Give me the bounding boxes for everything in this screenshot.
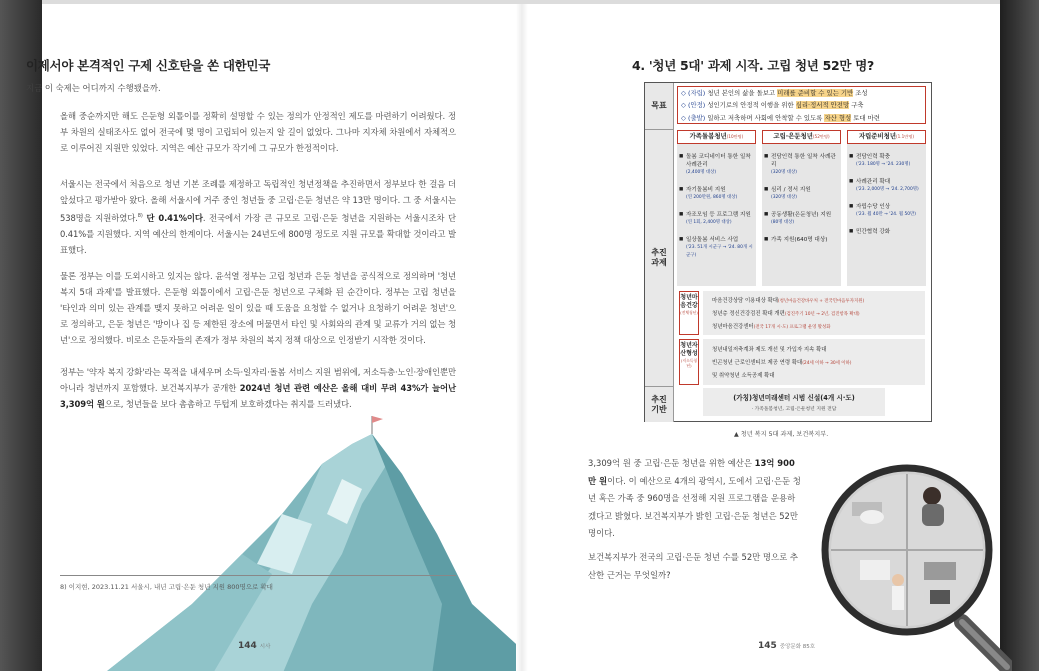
category-item bbox=[847, 178, 926, 194]
mind-health-tag bbox=[679, 291, 699, 335]
right-page-title: 4. '청년 5대' 과제 시작. 고립 청년 52만 명? bbox=[632, 58, 874, 73]
category-item-note: (2,400명 대상) bbox=[686, 170, 717, 175]
mind-health-item bbox=[712, 321, 925, 334]
goal-text: 일하고 저축하며 사회에 안착할 수 있도록 bbox=[705, 113, 825, 122]
right-paragraph-1-post: 이다. 이 예산으로 4개의 광역시, 도에서 고립·은둔 청년 혹은 가족 중 960명을 선정해 지원 프로그램을 운용하겠다고 밝혔다. 보건복지부가 밝힌 고립·은둔 청년은 52만 명이다. bbox=[588, 475, 801, 538]
viewer-left-edge bbox=[0, 0, 42, 671]
mind-health-item bbox=[712, 308, 925, 321]
goal-highlight: 심리·정서적 안전망 bbox=[795, 101, 850, 110]
category-item bbox=[762, 211, 841, 227]
goal-text-end: 구축 bbox=[849, 101, 864, 110]
right-paragraph-1-text: 3,309억 원 중 고립·은둔 청년을 위한 예산은 bbox=[588, 458, 755, 468]
goal-box bbox=[677, 86, 926, 124]
asset-item bbox=[712, 344, 925, 357]
goal-tag: ◇ (안정) bbox=[681, 101, 706, 110]
base-box bbox=[703, 388, 885, 416]
tasks-label bbox=[645, 129, 674, 386]
category-item-note: (연 1회, 2,400명 대상) bbox=[686, 220, 732, 225]
category-item-text: 사례관리 확대 bbox=[856, 179, 891, 185]
category-head bbox=[847, 130, 926, 144]
left-paragraph-2-text: 서울시는 전국에서 처음으로 청년 기본 조례를 제정하고 독립적인 청년정책을 추진하면서 정부보다 한 걸음 더 앞섰다고 평가받아 왔다. 올해 서울시에 거주 중인 청년들 중 고립·은둔 청년은 약 13만 명이다. 그 중 서울시는 538명을 지원하였다. bbox=[60, 179, 456, 223]
goal-text: 성인기로의 안정적 이행을 위한 bbox=[705, 101, 796, 110]
category-item bbox=[762, 153, 841, 177]
left-page-title: 이제서야 본격적인 구제 신호탄을 쏜 대한민국 bbox=[26, 58, 270, 73]
goal-highlight: 미래를 준비할 수 있는 기반 bbox=[777, 89, 854, 97]
mind-health-item-text: 마음건강상담 이용대상 확대 bbox=[712, 298, 778, 304]
category-item bbox=[847, 153, 926, 169]
page-gutter bbox=[516, 4, 528, 671]
category-column-isolated-youth bbox=[762, 130, 841, 286]
left-paragraph-1: 올해 중순까지만 해도 은둔형 외톨이를 정확히 설명할 수 있는 정의가 안정적인 제도를 마련하기 어려웠다. 정부 차원의 실태조사도 없어 전국에 몇 명이 고립되어 있는지 알 길이 없었다. 그나마 지자체 차원에서 자체적으로 이루어진 지원만 있었다. 지역은 예산 규모가 작기에 그 규모가 한정적이다. bbox=[60, 111, 456, 153]
goal-tag: ◇ (자립) bbox=[681, 89, 706, 97]
mind-health-item-note: (전국 17개 시·도) 프로그램 운영 활성화 bbox=[753, 325, 831, 330]
category-column-family-care bbox=[677, 130, 756, 286]
left-paragraph-2-bold: 단 0.41%이다 bbox=[142, 212, 203, 223]
left-page-subtitle: 지금 이 숙제는 어디까지 수행됐을까. bbox=[26, 83, 161, 93]
category-head bbox=[762, 130, 841, 144]
goal-item bbox=[681, 99, 925, 111]
asset-item-text: 청년내일저축계좌 제도 개선 및 가입자 지속 확대 bbox=[712, 347, 827, 353]
goal-text-end: 조성 bbox=[853, 89, 868, 97]
base-subtitle: · 가족돌봄청년, 고립·은둔청년 지원 전담 bbox=[751, 407, 837, 412]
asset-item bbox=[712, 357, 925, 370]
mind-health-box bbox=[703, 291, 925, 335]
goal-item bbox=[681, 112, 925, 124]
table-caption: ▲ 청년 복지 5대 과제, 보건복지부. bbox=[734, 431, 829, 438]
category-item bbox=[677, 236, 756, 260]
base-title: (가칭)청년미래센터 시범 신설(4개 시·도) bbox=[733, 394, 855, 402]
goal-text-end: 토대 마련 bbox=[851, 113, 880, 122]
left-paragraph-2-post: . 전국에서 가장 큰 규모로 고립·은둔 청년을 지원하는 서울시조차 단 0.41%를 지원했다. 지역 예산의 한계이다. 서울시는 24년도에 800명 정도로 지원 규모를 확대할 것이라고 발표했다. bbox=[60, 212, 456, 255]
left-page-number bbox=[238, 641, 270, 651]
asset-tag-text: 청년자산형성 bbox=[680, 342, 698, 357]
base-label-line2: 기반 bbox=[651, 404, 667, 414]
left-paragraph-4 bbox=[60, 364, 456, 412]
asset-box bbox=[703, 339, 925, 385]
left-paragraph-4-text: 정부는 '약자 복지 강화'라는 목적을 내세우며 소득·일자리·돌봄 서비스 지원 범위에, 저소득층·노인·장애인뿐만 아니라 청년까지 포함했다. 보건복지부가 공개한 bbox=[60, 367, 456, 393]
right-paragraph-1-bold: 13억 900만 원 bbox=[588, 458, 795, 486]
category-head-text: 자립준비청년 bbox=[858, 132, 896, 140]
category-head-text: 가족돌봄청년 bbox=[689, 132, 727, 140]
category-item-text: 전담인력 통한 일착 사례관리 bbox=[771, 154, 836, 168]
asset-item bbox=[712, 370, 925, 383]
category-item-text: 일상돌봄 서비스 사업 bbox=[686, 237, 739, 243]
mind-health-item bbox=[712, 295, 925, 308]
mind-health-item-note: (검진주기 10년 → 2년, 검진항목 확대) bbox=[784, 312, 860, 317]
left-page-number-value: 144 bbox=[238, 641, 257, 651]
tasks-label-line2: 과제 bbox=[651, 258, 667, 267]
category-item bbox=[677, 211, 756, 227]
category-item bbox=[677, 153, 756, 177]
mind-health-tag-text: 청년마음건강 bbox=[680, 294, 698, 309]
footnote: 8) 이지현, 2023.11.21 서울시, 내년 고립·은둔 청년 지원 800명으로 확대 bbox=[60, 583, 273, 591]
right-paragraph-2: 보건복지부가 전국의 고립·은둔 청년 수를 52만 명으로 추산한 근거는 무엇일까? bbox=[588, 552, 798, 580]
category-item bbox=[762, 186, 841, 202]
mind-health-item-text: 청년층 정신건강검진 확대 개편 bbox=[712, 311, 785, 317]
right-page-number bbox=[758, 641, 815, 651]
category-head bbox=[677, 130, 756, 144]
category-item-note: ('23. 51개 시군구 → '24. 80개 시군구) bbox=[686, 245, 753, 258]
category-item-note: (320명 대상) bbox=[771, 195, 797, 200]
category-head-text: 고립·은둔청년 bbox=[773, 132, 813, 140]
asset-item-text: 및 취약청년 소득공제 확대 bbox=[712, 373, 775, 379]
goal-item bbox=[681, 87, 925, 99]
category-head-note: (1.1만명) bbox=[896, 134, 915, 139]
category-head-note: (52만명) bbox=[812, 134, 830, 139]
goal-tag: ◇ (출발) bbox=[681, 113, 706, 122]
footnote-rule bbox=[60, 575, 456, 576]
category-item-note: (80명 대상) bbox=[771, 220, 795, 225]
asset-tag-note: (저소득청년) bbox=[680, 358, 698, 368]
base-label-line1: 추진 bbox=[651, 394, 667, 404]
policy-table bbox=[644, 82, 932, 422]
base-label bbox=[645, 386, 674, 422]
category-item-note: (320명 대상) bbox=[771, 170, 797, 175]
category-column-independence bbox=[847, 130, 926, 286]
category-item-note: (연 200만원, 860명 대상) bbox=[686, 195, 738, 200]
category-item-text: 돌봄 코디네이터 통한 일착 사례관리 bbox=[686, 154, 751, 168]
right-paragraph-1 bbox=[588, 455, 802, 543]
category-item-note: ('23. 월 40만 → '24. 월 50만) bbox=[856, 212, 916, 217]
category-item-note: ('23. 180명 → '24. 230명) bbox=[856, 162, 911, 167]
category-item-text: 민간협력 강화 bbox=[856, 229, 891, 235]
mountain-illustration bbox=[42, 404, 516, 671]
asset-tag bbox=[679, 339, 699, 385]
category-item-text: 가족 지원(640명 대상) bbox=[771, 237, 828, 243]
category-item-text: 공동생활(은둔청년) 지원 bbox=[771, 212, 832, 218]
footnote-ref: 8) bbox=[137, 213, 143, 219]
category-item bbox=[847, 203, 926, 219]
category-item-text: 전담인력 확충 bbox=[856, 154, 891, 160]
category-item-note: ('23. 2,000명 → '24. 2,700명) bbox=[856, 187, 919, 192]
right-page-number-value: 145 bbox=[758, 641, 777, 651]
magnifier-illustration bbox=[812, 462, 1012, 671]
category-item bbox=[762, 236, 841, 244]
category-item bbox=[847, 228, 926, 236]
asset-item-note: (24세 이하 → 30세 이하) bbox=[802, 361, 852, 366]
left-page-section: 시사 bbox=[259, 644, 271, 650]
right-page-section: 중앙문화 85호 bbox=[779, 644, 816, 650]
category-item-text: 자기돌봄비 지원 bbox=[686, 187, 726, 193]
tasks-label-line1: 추진 bbox=[651, 248, 667, 257]
category-item-text: 자조모임 등 프로그램 지원 bbox=[686, 212, 751, 218]
asset-item-text: 빈곤청년 근로인센티브 제공 연령 확대 bbox=[712, 360, 803, 366]
goal-label: 목표 bbox=[645, 83, 674, 129]
left-paragraph-4-post: 으로, 청년들을 보다 촘촘하고 두텁게 보호하겠다는 취지를 드러냈다. bbox=[104, 399, 352, 409]
category-item-text: 자립수당 인상 bbox=[856, 204, 891, 210]
mind-health-item-text: 청년마음건강센터 bbox=[712, 324, 754, 330]
left-paragraph-3: 물론 정부는 이를 도외시하고 있지는 않다. 윤석열 정부는 고립 청년과 은둔 청년을 공식적으로 정의하며 '청년 복지 5대 과제'를 발표했다. 은둔형 외톨이에서 고립·은둔 청년으로 구체화 된 순간이다. 정부는 고립 청년을 '타인과 의미 있는 관계를 맺지 못하고 어려운 일이 있을 때 도움을 요청할 수 없거나 요청하기 어려운 청년'으로 정의하고, 은둔 청년은 '방이나 집 등 제한된 장소에 머물면서 타인 및 사회와의 관계 및 교류가 거의 없는 청년'으로 정의했다. 비로소 은둔자들의 존재가 정부 차원의 복지 정책 대상으로 인정받기 시작한 것이다. bbox=[60, 271, 456, 345]
category-head-note: (10만명) bbox=[726, 134, 744, 139]
left-paragraph-2 bbox=[60, 176, 456, 258]
category-item bbox=[677, 186, 756, 202]
goal-highlight: 자산 형성 bbox=[824, 113, 852, 122]
category-item-text: 심리 / 정서 지원 bbox=[771, 187, 811, 193]
goal-text: 청년 본인의 삶을 돌보고 bbox=[705, 89, 778, 97]
left-paragraph-4-bold: 2024년 청년 관련 예산은 올해 대비 무려 43%가 늘어난 3,309억 원 bbox=[60, 383, 456, 409]
mind-health-tag-note: (전체청년) bbox=[680, 310, 698, 315]
mind-health-item-note: (청년마음건강바우처 + 전국민마음투자지원) bbox=[777, 299, 865, 304]
